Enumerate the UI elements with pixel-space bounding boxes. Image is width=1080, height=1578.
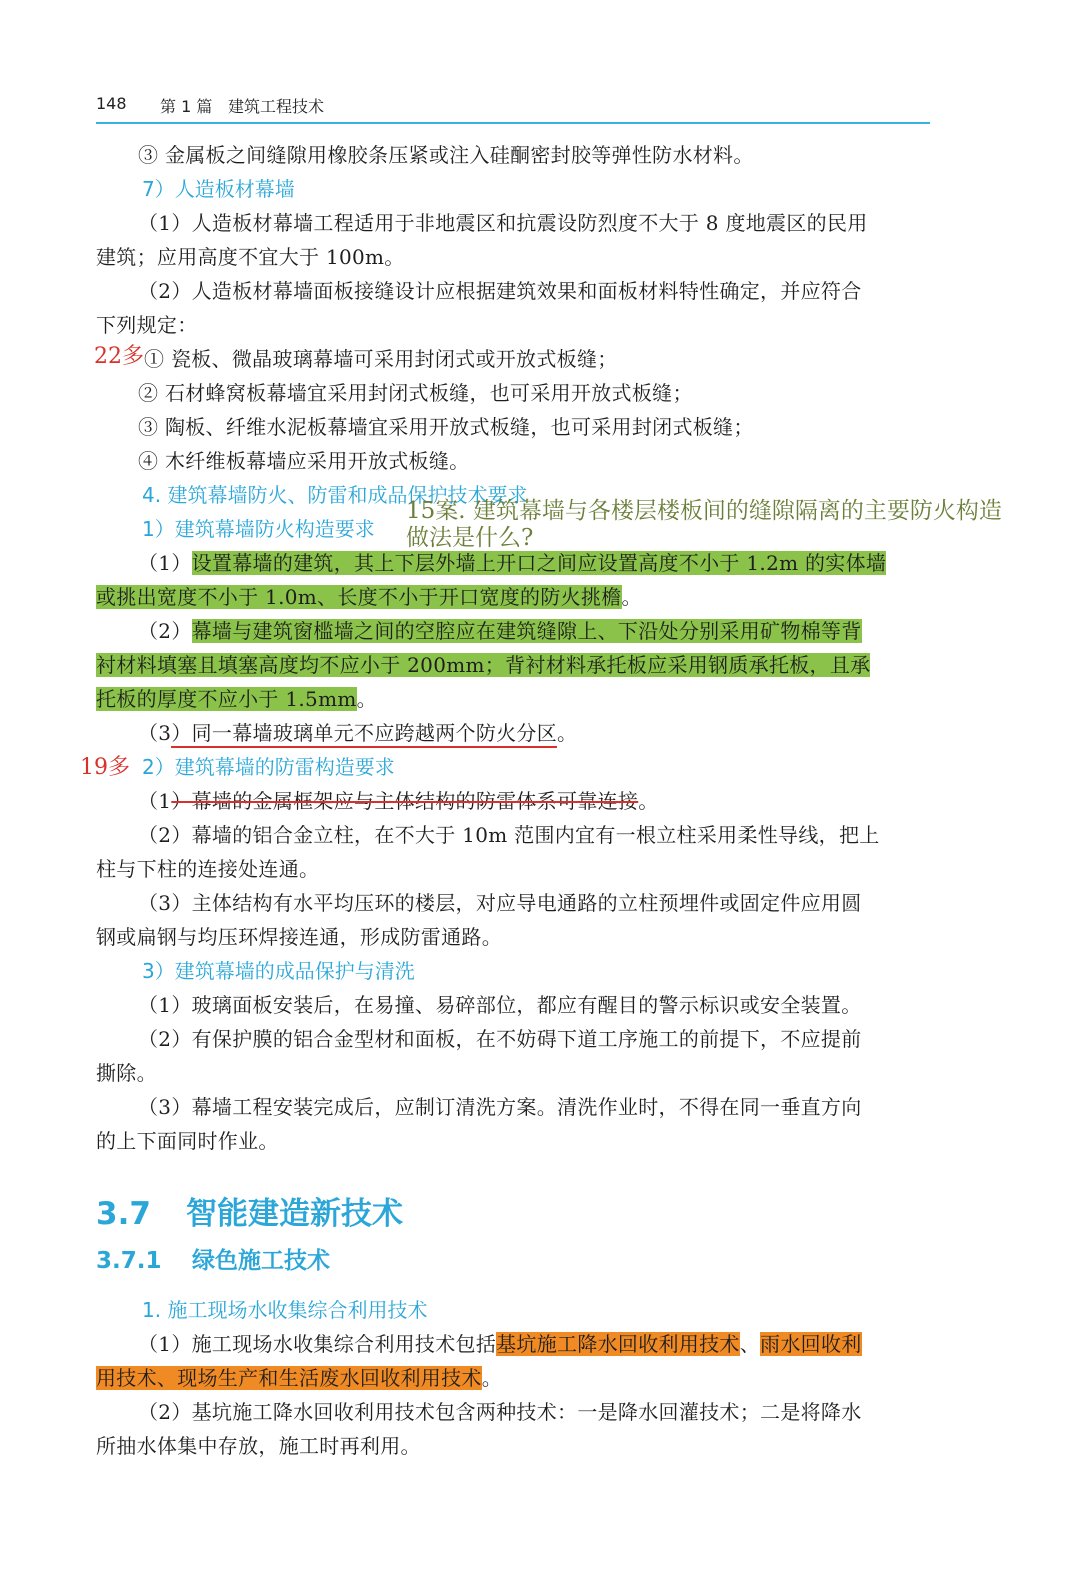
body-line: （3）幕墙工程安装完成后，应制订清洗方案。清洗作业时，不得在同一垂直方向 <box>138 1095 862 1119</box>
item-number: （3 <box>138 721 172 745</box>
list-item: ④ 木纤维板幕墙应采用开放式板缝。 <box>138 449 470 473</box>
section-number: 3.7 <box>96 1196 151 1232</box>
highlight-orange: 基坑施工降水回收利用技术 <box>496 1332 740 1356</box>
subheading-4: 4. 建筑幕墙防火、防雷和成品保护技术要求 <box>142 483 528 507</box>
list-item: ① 瓷板、微晶玻璃幕墙可采用封闭式或开放式板缝； <box>144 347 618 371</box>
item-number: （2） <box>138 619 192 643</box>
highlight-green: 衬材料填塞且填塞高度均不应小于 200mm；背衬材料承托板应采用钢质承托板，且承 <box>96 653 871 677</box>
highlight-green: 幕墙与建筑窗槛墙之间的空腔应在建筑缝隙上、下沿处分别采用矿物棉等背 <box>191 619 862 643</box>
subheading-1: 1. 施工现场水收集综合利用技术 <box>142 1298 428 1322</box>
punctuation: 。 <box>356 687 377 711</box>
body-line: 建筑；应用高度不宜大于 100m。 <box>96 245 405 269</box>
subheading-4-1: 1）建筑幕墙防火构造要求 <box>142 517 375 541</box>
body-line <box>138 619 862 643</box>
body-line <box>138 789 659 813</box>
body-line <box>138 551 886 575</box>
subsection-title: 绿色施工技术 <box>192 1248 330 1274</box>
body-line <box>96 1366 502 1390</box>
body-line: （1）玻璃面板安装后，在易撞、易碎部位，都应有醒目的警示标识或安全装置。 <box>138 993 862 1017</box>
item-number: （1） <box>138 551 192 575</box>
annotation-19: 19多 <box>80 755 130 780</box>
punctuation: 。 <box>557 721 578 745</box>
section-title: 智能建造新技术 <box>186 1196 403 1232</box>
punctuation: 。 <box>481 1366 503 1390</box>
body-line <box>96 585 642 609</box>
highlight-green: 或挑出宽度不小于 1.0m、长度不小于开口宽度的防火挑檐 <box>96 585 622 609</box>
punctuation: 、 <box>739 1332 761 1356</box>
body-line: 撕除。 <box>96 1061 157 1085</box>
body-line: （2）基坑施工降水回收利用技术包含两种技术：一是降水回灌技术；二是将降水 <box>138 1400 862 1424</box>
body-line <box>138 1332 862 1356</box>
part-title: 建筑工程技术 <box>228 97 325 116</box>
red-strikethrough: ）幕墙的金属框架应与主体结构的防雷体系可靠连接 <box>171 789 639 813</box>
page-number: 148 <box>96 94 127 113</box>
subheading-4-3: 3）建筑幕墙的成品保护与清洗 <box>142 959 415 983</box>
subheading-4-2: 2）建筑幕墙的防雷构造要求 <box>142 755 395 779</box>
text-run: （1）施工现场水收集综合利用技术包括 <box>138 1332 497 1356</box>
punctuation: 。 <box>621 585 642 609</box>
part-label: 第 1 篇 <box>160 97 213 116</box>
body-line: （2）人造板材幕墙面板接缝设计应根据建筑效果和面板材料特性确定，并应符合 <box>138 279 862 303</box>
body-line: 钢或扁钢与均压环焊接连通，形成防雷通路。 <box>96 925 502 949</box>
body-line: （3）主体结构有水平均压环的楼层，对应导电通路的立柱预埋件或固定件应用圆 <box>138 891 862 915</box>
body-line: 所抽水体集中存放，施工时再利用。 <box>96 1434 421 1458</box>
list-item: ② 石材蜂窝板幕墙宜采用封闭式板缝，也可采用开放式板缝； <box>138 381 693 405</box>
red-underline: ）同一幕墙玻璃单元不应跨越两个防火分区 <box>171 721 557 748</box>
header-divider <box>96 122 930 124</box>
item-number: （1 <box>138 789 172 813</box>
punctuation: 。 <box>638 789 659 813</box>
subheading-7: 7）人造板材幕墙 <box>142 177 295 201</box>
body-line: 的上下面同时作业。 <box>96 1129 279 1153</box>
annotation-15-line2: 做法是什么? <box>406 525 534 551</box>
highlight-green: 设置幕墙的建筑，其上下层外墙上开口之间应设置高度不小于 1.2m 的实体墙 <box>191 551 887 575</box>
list-item: ③ 陶板、纤维水泥板幕墙宜采用开放式板缝，也可采用封闭式板缝； <box>138 415 754 439</box>
annotation-22: 22多 <box>94 344 144 369</box>
body-line: （2）幕墙的铝合金立柱，在不大于 10m 范围内宜有一根立柱采用柔性导线，把上 <box>138 823 880 847</box>
body-line: 柱与下柱的连接处连通。 <box>96 857 320 881</box>
body-line: 下列规定： <box>96 313 198 337</box>
body-line <box>96 653 870 677</box>
subsection-number: 3.7.1 <box>96 1248 162 1274</box>
body-line: （1）人造板材幕墙工程适用于非地震区和抗震设防烈度不大于 8 度地震区的民用 <box>138 211 868 235</box>
body-line <box>96 687 377 711</box>
body-line: ③ 金属板之间缝隙用橡胶条压紧或注入硅酮密封胶等弹性防水材料。 <box>138 143 754 167</box>
highlight-orange: 用技术、现场生产和生活废水回收利用技术 <box>96 1366 482 1390</box>
annotation-15-line1: 15案. 建筑幕墙与各楼层楼板间的缝隙隔离的主要防火构造 <box>406 498 1002 524</box>
body-line <box>138 721 577 745</box>
body-line: （2）有保护膜的铝合金型材和面板，在不妨碍下道工序施工的前提下，不应提前 <box>138 1027 862 1051</box>
highlight-orange: 雨水回收利 <box>760 1332 862 1356</box>
highlight-green: 托板的厚度不应小于 1.5mm <box>96 687 357 711</box>
